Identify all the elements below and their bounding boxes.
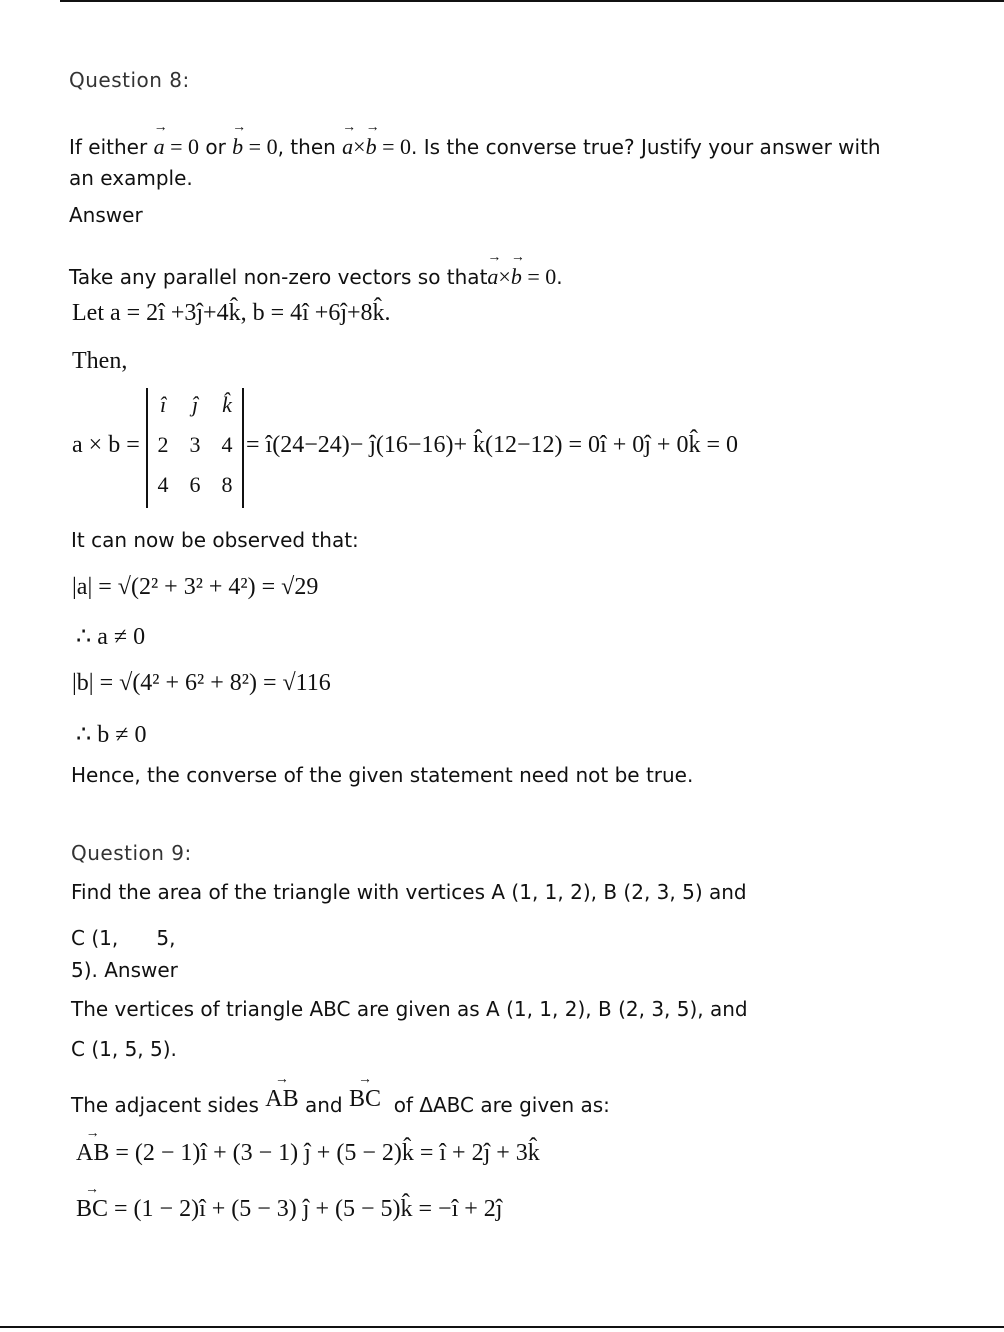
q8-therefore-a: ∴ a ≠ 0 xyxy=(76,624,146,650)
q8-mag-a: |a| = √(2² + 3² + 4²) = √29 xyxy=(72,574,319,600)
q9-ab-label: AB → xyxy=(76,1140,109,1167)
q8-det-lhs: a × b = xyxy=(72,432,140,458)
det-cell: 4 xyxy=(157,472,169,497)
q9-adj-ab: AB → xyxy=(265,1086,298,1112)
q8-observed: It can now be observed that: xyxy=(71,528,359,552)
q8-math-a-zero: a → = 0 xyxy=(154,134,199,159)
det-cell: 2 xyxy=(157,432,169,457)
top-rule xyxy=(60,0,1004,2)
q8-stmt-then: , then xyxy=(277,135,336,159)
det-cell: k̂ xyxy=(222,392,232,417)
q9-find: Find the area of the triangle with vertices A (1, 1, 2), B (2, 3, 5) and xyxy=(71,880,747,904)
q8-hence: Hence, the converse of the given statement need not be true. xyxy=(71,763,694,787)
q8-statement-line1 xyxy=(69,134,881,160)
det-cell: 8 xyxy=(221,472,233,497)
q8-math-cross-zero: a →×b → = 0 xyxy=(342,134,411,159)
q8-stmt-end: . Is the converse true? Justify your answer with xyxy=(411,135,881,159)
det-cell: î xyxy=(159,392,167,417)
q9-adj-text-a: The adjacent sides xyxy=(71,1093,259,1117)
q9-c-line: C (1, 5, xyxy=(71,926,176,950)
q9-ab-rhs: = (2 − 1)î + (3 − 1) ĵ + (5 − 2)k̂ = î + 2ĵ + 3k̂ xyxy=(115,1140,540,1166)
q9-vertices-line2: C (1, 5, 5). xyxy=(71,1037,177,1061)
q9-bc-rhs: = (1 − 2)î + (5 − 3) ĵ + (5 − 5)k̂ = −î + 2ĵ xyxy=(114,1196,503,1222)
det-cell: ĵ xyxy=(191,392,199,417)
q8-then: Then, xyxy=(72,348,128,374)
question-9-label: Question 9: xyxy=(71,841,192,865)
q8-answer-label: Answer xyxy=(69,203,143,227)
q9-bc-equation xyxy=(76,1196,502,1223)
q8-therefore-b: ∴ b ≠ 0 xyxy=(76,722,147,748)
det-cell: 6 xyxy=(189,472,201,497)
q9-vertices-line1: The vertices of triangle ABC are given as A (1, 1, 2), B (2, 3, 5), and xyxy=(71,997,748,1021)
q9-ab-equation xyxy=(76,1140,540,1167)
q8-take-math: a →×b → = 0 xyxy=(487,264,556,289)
q8-statement-line2: an example. xyxy=(69,166,193,190)
q9-answer-line: 5). Answer xyxy=(71,958,178,982)
bottom-rule xyxy=(0,1326,1004,1328)
q8-math-b-zero: b → = 0 xyxy=(232,134,277,159)
q9-adj-and: and xyxy=(304,1093,343,1117)
q8-stmt-if-either: If either xyxy=(69,135,148,159)
q9-adj-bc: BC → xyxy=(349,1086,381,1112)
q8-take-line: Take any parallel non-zero vectors so thata →×b → = 0. xyxy=(69,264,563,290)
q9-adjacent-line xyxy=(71,1086,610,1119)
q8-stmt-or: or xyxy=(205,135,226,159)
det-cell: 3 xyxy=(189,432,201,457)
q8-mag-b: |b| = √(4² + 6² + 8²) = √116 xyxy=(72,670,331,696)
q8-let-line: Let a = 2î +3ĵ+4k̂, b = 4î +6ĵ+8k̂. xyxy=(72,300,391,326)
q8-take-text: Take any parallel non-zero vectors so that xyxy=(69,265,488,289)
q8-determinant xyxy=(146,388,244,508)
question-8-label: Question 8: xyxy=(69,68,190,92)
q8-det-rhs: = î(24−24)− ĵ(16−16)+ k̂(12−12) = 0î + 0ĵ + 0k̂ = 0 xyxy=(246,432,738,458)
q9-adj-text-b: of ΔABC are given as: xyxy=(393,1093,610,1117)
q9-bc-label: BC → xyxy=(76,1196,108,1223)
det-cell: 4 xyxy=(221,432,233,457)
